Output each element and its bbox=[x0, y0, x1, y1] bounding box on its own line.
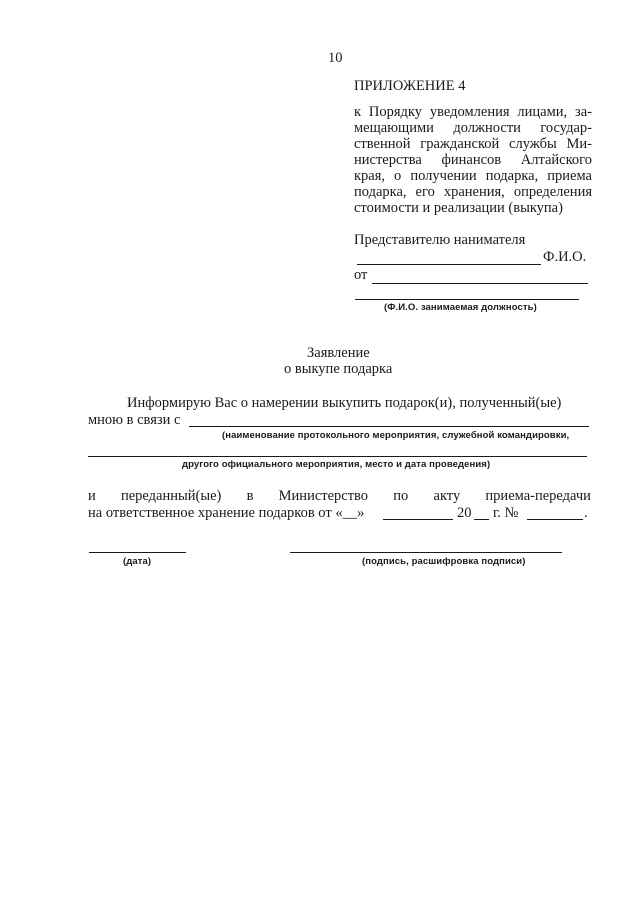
date-blank-line bbox=[383, 519, 453, 520]
year-blank-line bbox=[474, 519, 489, 520]
event-line-2 bbox=[88, 456, 587, 457]
paragraph-1-line-2: мною в связи с bbox=[88, 412, 181, 428]
paragraph-1-line-1: Информирую Вас о намерении выкупить подарок(и), полученный(ые) bbox=[127, 395, 562, 411]
word: акту bbox=[433, 488, 461, 504]
addressee-label: Представителю нанимателя bbox=[354, 232, 526, 248]
date-caption: (дата) bbox=[123, 556, 152, 567]
act-number-label: г. № bbox=[493, 505, 519, 521]
word: и bbox=[88, 488, 96, 504]
appendix-title: ПРИЛОЖЕНИЕ 4 bbox=[354, 78, 466, 94]
paragraph-2-line-2a: на ответственное хранение подарков от «__» bbox=[88, 505, 365, 521]
appendix-line: нистерства финансов Алтайского bbox=[354, 152, 592, 168]
date-line bbox=[89, 552, 186, 553]
paragraph-2-line-1 bbox=[88, 488, 591, 505]
act-number-line bbox=[527, 519, 583, 520]
word: приема-передачи bbox=[485, 488, 591, 504]
signature-line bbox=[290, 552, 562, 553]
position-line bbox=[355, 299, 579, 300]
appendix-line: ственной гражданской службы Ми- bbox=[354, 136, 592, 152]
year-prefix: 20 bbox=[457, 505, 472, 521]
from-line bbox=[372, 283, 588, 284]
period: . bbox=[584, 505, 588, 521]
word: в bbox=[246, 488, 254, 504]
addressee-name-line bbox=[357, 264, 541, 265]
event-caption: (наименование протокольного мероприятия, служебной командировки, bbox=[222, 430, 570, 441]
from-caption: (Ф.И.О. занимаемая должность) bbox=[384, 302, 537, 313]
statement-subtitle: о выкупе подарка bbox=[284, 361, 393, 377]
appendix-line: мещающими должности государ- bbox=[354, 120, 592, 136]
signature-caption: (подпись, расшифровка подписи) bbox=[362, 556, 526, 567]
appendix-line: подарка, его хранения, определения bbox=[354, 184, 592, 200]
appendix-line: края, о получении подарка, приема bbox=[354, 168, 592, 184]
event-line bbox=[189, 426, 589, 427]
appendix-line: стоимости и реализации (выкупа) bbox=[354, 200, 563, 216]
statement-title: Заявление bbox=[307, 345, 370, 361]
word: по bbox=[393, 488, 409, 504]
appendix-line: к Порядку уведомления лицами, за- bbox=[354, 104, 592, 120]
page-number: 10 bbox=[328, 50, 343, 66]
fio-label: Ф.И.О. bbox=[543, 249, 587, 265]
word: переданный(ые) bbox=[120, 488, 222, 504]
event-caption-2: другого официального мероприятия, место и дата проведения) bbox=[182, 459, 491, 470]
word: Министерство bbox=[278, 488, 369, 504]
from-label: от bbox=[354, 267, 368, 283]
